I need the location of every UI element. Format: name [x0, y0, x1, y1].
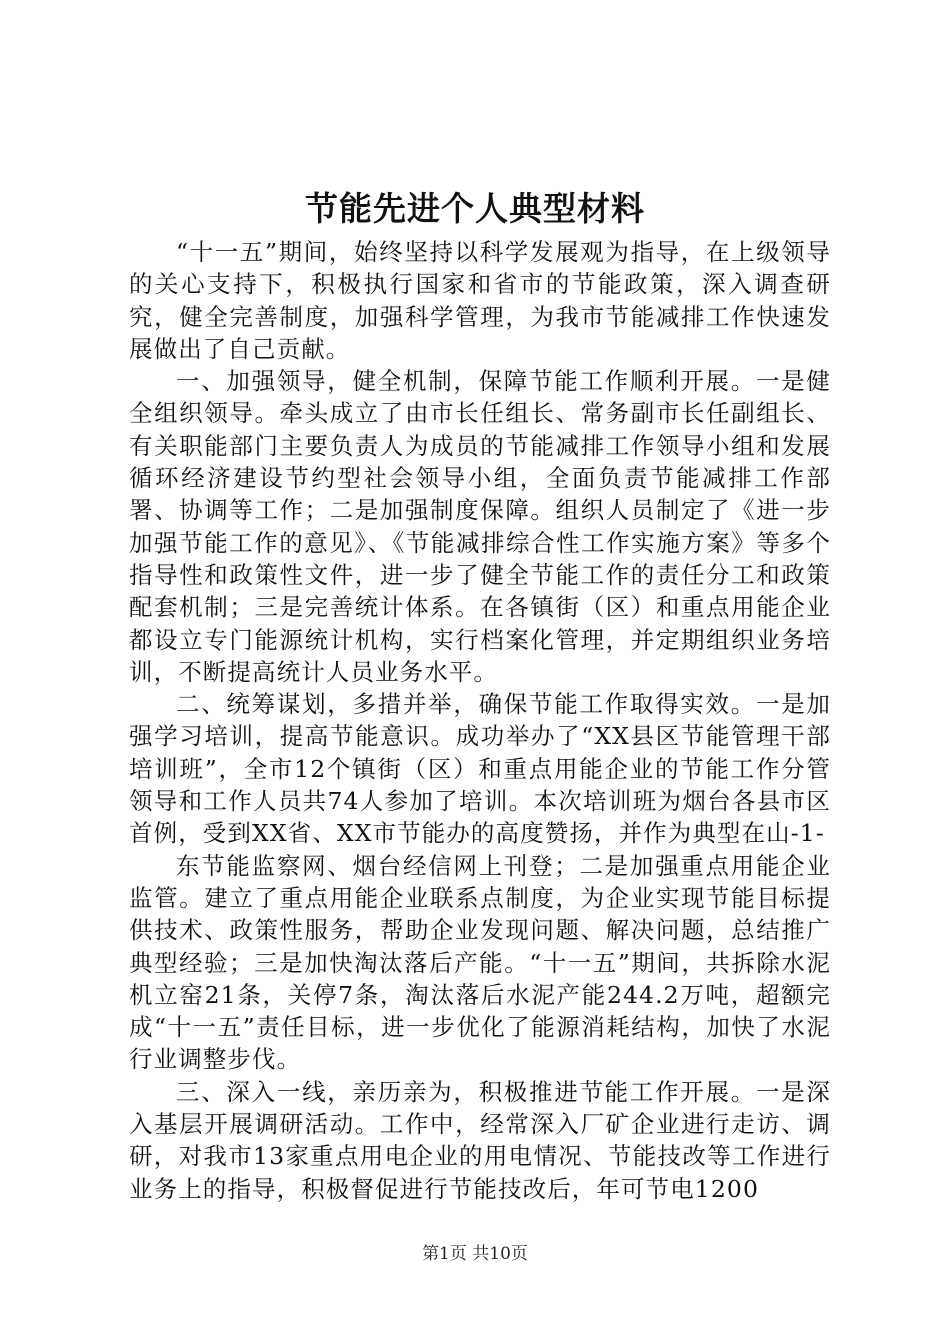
paragraph-section-2: 二、统筹谋划，多措并举，确保节能工作取得实效。一是加强学习培训，提高节能意识。成功举办了“XX县区节能管理干部培训班”，全市12个镇街（区）和重点用能企业的节能工作分管领导和工作人员共74人参加了培训。本次培训班为烟台各县市区首例，受到XX省、XX市节能办的高度赞扬，并作为典型在山-1- [129, 690, 831, 848]
document-body [129, 236, 831, 1205]
page-number-footer: 第1页 共10页 [422, 1244, 528, 1264]
paragraph-section-1: 一、加强领导，健全机制，保障节能工作顺利开展。一是健全组织领导。牵头成立了由市长任组长、常务副市长任副组长、有关职能部门主要负责人为成员的节能减排工作领导小组和发展循环经济建设节约型社会领导小组，全面负责节能减排工作部署、协调等工作；二是加强制度保障。组织人员制定了《进一步加强节能工作的意见》、《节能减排综合性工作实施方案》等多个指导性和政策性文件，进一步了健全节能工作的责任分工和政策配套机制；三是完善统计体系。在各镇街（区）和重点用能企业都设立专门能源统计机构，实行档案化管理，并定期组织业务培训，不断提高统计人员业务水平。 [129, 367, 831, 686]
document-title: 节能先进个人典型材料 [305, 189, 645, 228]
paragraph-section-2-continued: 东节能监察网、烟台经信网上刊登；二是加强重点用能企业监管。建立了重点用能企业联系点制度，为企业实现节能目标提供技术、政策性服务，帮助企业发现问题、解决问题，总结推广典型经验；三是加快淘汰落后产能。“十一五”期间，共拆除水泥机立窑21条，关停7条，淘汰落后水泥产能244.2万吨，超额完成“十一五”责任目标，进一步优化了能源消耗结构，加快了水泥行业调整步伐。 [129, 851, 831, 1074]
paragraph-intro: “十一五”期间，始终坚持以科学发展观为指导，在上级领导的关心支持下，积极执行国家和省市的节能政策，深入调查研究，健全完善制度，加强科学管理，为我市节能减排工作快速发展做出了自己贡献。 [129, 238, 831, 363]
paragraph-section-3: 三、深入一线，亲历亲为，积极推进节能工作开展。一是深入基层开展调研活动。工作中，经常深入厂矿企业进行走访、调研，对我市13家重点用电企业的用电情况、节能技改等工作进行业务上的指导，积极督促进行节能技改后，年可节电1200 [129, 1077, 831, 1203]
